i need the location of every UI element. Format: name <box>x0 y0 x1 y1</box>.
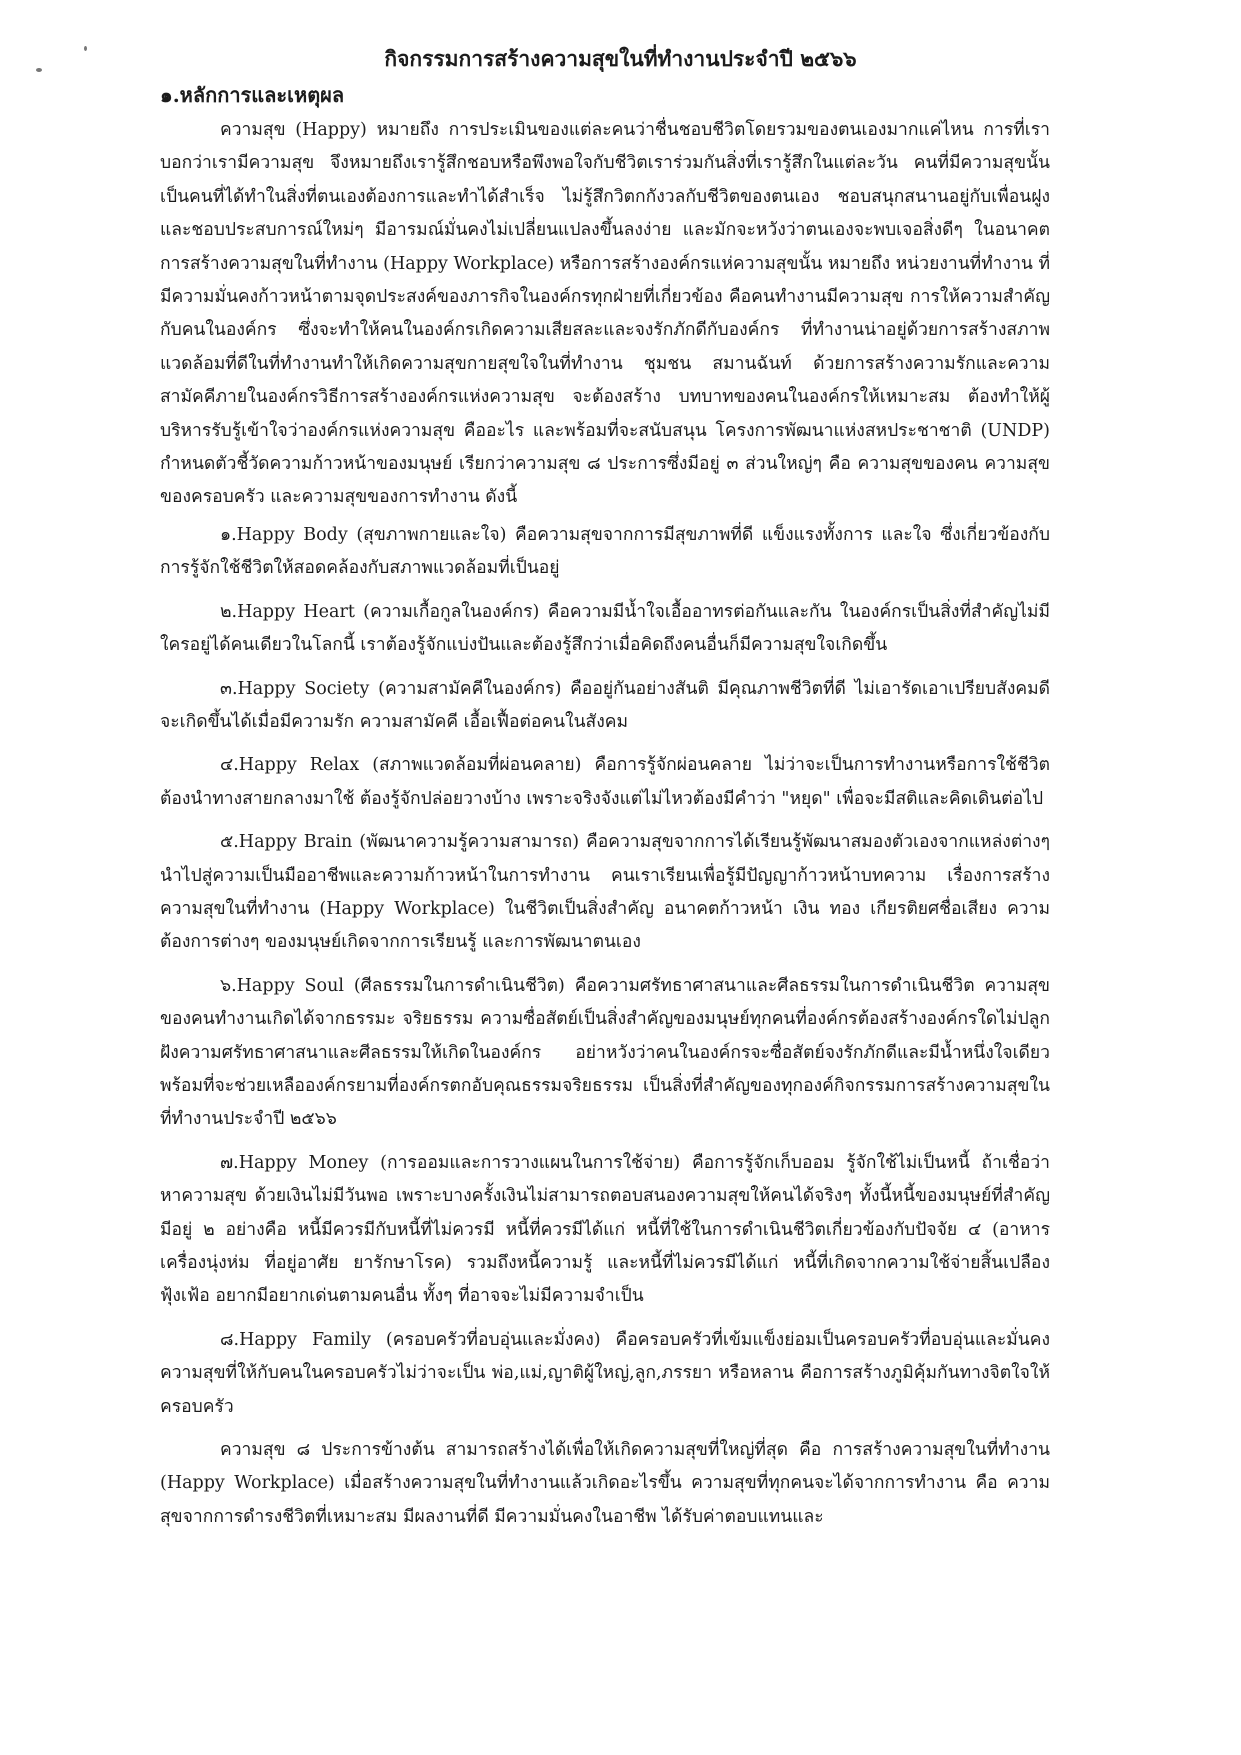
paragraph-happy-heart: ๒.Happy Heart (ความเกื้อกูลในองค์กร) คือความมีน้ำใจเอื้ออาทรต่อกันและกัน ในองค์กรเป็นสิ่งที่สำคัญไม่มีใครอยู่ได้คนเดียวในโลกนี้ เราต้องรู้จักแบ่งปันและต้องรู้สึกว่าเมื่อคิดถึงคนอื่นก็มีความสุขใจเกิดขึ้น <box>160 601 1050 656</box>
document-body <box>160 114 1050 1544</box>
document-title: กิจกรรมการสร้างความสุขในที่ทำงานประจำปี ๒๕๖๖ <box>384 46 857 71</box>
paragraph-intro: ความสุข (Happy) หมายถึง การประเมินของแต่ละคนว่าชื่นชอบชีวิตโดยรวมของตนเองมากแค่ไหน การที่เราบอกว่าเรามีความสุข จึงหมายถึงเรารู้สึกชอบหรือพึงพอใจกับชีวิตเราร่วมกันสิ่งที่เรารู้สึกในแต่ละวัน คนที่มีความสุขนั้น เป็นคนที่ได้ทำในสิ่งที่ตนเองต้องการและทำได้สำเร็จ ไม่รู้สึกวิตกกังวลกับชีวิตของตนเอง ชอบสนุกสนานอยู่กับเพื่อนฝูง และชอบประสบการณ์ใหม่ๆ มีอารมณ์มั่นคงไม่เปลี่ยนแปลงขึ้นลงง่าย และมักจะหวังว่าตนเองจะพบเจอสิ่งดีๆ ในอนาคต การสร้างความสุขในที่ทำงาน (Happy Workplace) หรือการสร้างองค์กรแห่ความสุขนั้น หมายถึง หน่วยงานที่ทำงาน ที่มีความมั่นคงก้าวหน้าตามจุดประสงค์ของภารกิจในองค์กรทุกฝ่ายที่เกี่ยวข้อง คือคนทำงานมีความสุข การให้ความสำคัญกับคนในองค์กร ซึ่งจะทำให้คนในองค์กรเกิดความเสียสละและจงรักภักดีกับองค์กร ที่ทำงานน่าอยู่ด้วยการสร้างสภาพแวดล้อมที่ดีในที่ทำงานทำให้เกิดความสุขกายสุขใจในที่ทำงาน ชุมชน สมานฉันท์ ด้วยการสร้างความรักและความสามัคคีภายในองค์กรวิธีการสร้างองค์กรแห่งความสุข จะต้องสร้าง บทบาทของคนในองค์กรให้เหมาะสม ต้องทำให้ผู้บริหารรับรู้เข้าใจว่าองค์กรแห่งความสุข คืออะไร และพร้อมที่จะสนับสนุน โครงการพัฒนาแห่งสหประชาชาติ (UNDP) กำหนดตัวชี้วัดความก้าวหน้าของมนุษย์ เรียกว่าความสุข ๘ ประการซึ่งมีอยู่ ๓ ส่วนใหญ่ๆ คือ ความสุขของคน ความสุขของครอบครัว และความสุขของการทำงาน ดังนี้ <box>160 120 1050 508</box>
paragraph-happy-soul: ๖.Happy Soul (ศีลธรรมในการดำเนินชีวิต) คือความศรัทธาศาสนาและศีลธรรมในการดำเนินชีวิต ความสุขของคนทำงานเกิดได้จากธรรมะ จริยธรรม ความซื่อสัตย์เป็นสิ่งสำคัญของมนุษย์ทุกคนที่องค์กรต้องสร้างองค์กรใดไม่ปลูกฝังความศรัทธาศาสนาและศีลธรรมให้เกิดในองค์กร อย่าหวังว่าคนในองค์กรจะซื่อสัตย์จงรักภักดีและมีน้ำหนึ่งใจเดียว พร้อมที่จะช่วยเหลือองค์กรยามที่องค์กรตกอับคุณธรรมจริยธรรม เป็นสิ่งที่สำคัญของทุกองค์กิจกรรมการสร้างความสุขในที่ทำงานประจำปี ๒๕๖๖ <box>160 975 1050 1130</box>
paragraph-happy-family: ๘.Happy Family (ครอบครัวที่อบอุ่นและมั่งคง) คือครอบครัวที่เข้มแข็งย่อมเป็นครอบครัวที่อบอุ่นและมั่นคง ความสุขที่ให้กับคนในครอบครัวไม่ว่าจะเป็น พ่อ,แม่,ญาติผู้ใหญ่,ลูก,ภรรยา หรือหลาน คือการสร้างภูมิคุ้มกันทางจิตใจให้ครอบครัว <box>160 1329 1050 1417</box>
paragraph-happy-body: ๑.Happy Body (สุขภาพกายและใจ) คือความสุขจากการมีสุขภาพที่ดี แข็งแรงทั้งการ และใจ ซึ่งเกี่ยวข้องกับการรู้จักใช้ชีวิตให้สอดคล้องกับสภาพแวดล้อมที่เป็นอยู่ <box>160 524 1050 579</box>
paragraph-happy-brain: ๕.Happy Brain (พัฒนาความรู้ความสามารถ) คือความสุขจากการได้เรียนรู้พัฒนาสมองตัวเองจากแหล่งต่างๆนำไปสู่ความเป็นมืออาชีพและความก้าวหน้าในการทำงาน คนเราเรียนเพื่อรู้มีปัญญาก้าวหน้าบทความ เรื่องการสร้างความสุขในที่ทำงาน (Happy Workplace) ในชีวิตเป็นสิ่งสำคัญ อนาคตก้าวหน้า เงิน ทอง เกียรติยศชื่อเสียง ความต้องการต่างๆ ของมนุษย์เกิดจากการเรียนรู้ และการพัฒนาตนเอง <box>160 832 1050 953</box>
paragraph-conclusion: ความสุข ๘ ประการข้างต้น สามารถสร้างได้เพื่อให้เกิดความสุขที่ใหญ่ที่สุด คือ การสร้างความสุขในที่ทำงาน (Happy Workplace) เมื่อสร้างความสุขในที่ทำงานแล้วเกิดอะไรขึ้น ความสุขที่ทุกคนจะได้จากการทำงาน คือ ความสุขจากการดำรงชีวิตที่เหมาะสม มีผลงานที่ดี มีความมั่นคงในอาชีพ ได้รับค่าตอบแทนและ <box>160 1440 1050 1527</box>
section-heading: ๑.หลักการและเหตุผล <box>160 83 345 107</box>
paragraph-happy-money: ๗.Happy Money (การออมและการวางแผนในการใช้จ่าย) คือการรู้จักเก็บออม รู้จักใช้ไม่เป็นหนี้ ถ้าเชื่อว่าหาความสุข ด้วยเงินไม่มีวันพอ เพราะบางครั้งเงินไม่สามารถตอบสนองความสุขให้คนได้จริงๆ ทั้งนี้หนี้ของมนุษย์ที่สำคัญ มีอยู่ ๒ อย่างคือ หนี้มีควรมีกับหนี้ที่ไม่ควรมี หนี้ที่ควรมีได้แก่ หนี้ที่ใช้ในการดำเนินชีวิตเกี่ยวข้องกับปัจจัย ๔ (อาหาร เครื่องนุ่งห่ม ที่อยู่อาศัย ยารักษาโรค) รวมถึงหนี้ความรู้ และหนี้ที่ไม่ควรมีได้แก่ หนี้ที่เกิดจากความใช้จ่ายสิ้นเปลือง ฟุ้งเฟ้อ อยากมีอยากเด่นตามคนอื่น ทั้งๆ ที่อาจจะไม่มีความจำเป็น <box>160 1152 1050 1307</box>
paragraph-happy-society: ๓.Happy Society (ความสามัคคีในองค์กร) คืออยู่กันอย่างสันติ มีคุณภาพชีวิตที่ดี ไม่เอารัดเอาเปรียบสังคมดีจะเกิดขึ้นได้เมื่อมีความรัก ความสามัคคี เอื้อเฟื้อต่อคนในสังคม <box>160 678 1050 732</box>
paragraph-happy-relax: ๔.Happy Relax (สภาพแวดล้อมที่ผ่อนคลาย) คือการรู้จักผ่อนคลาย ไม่ว่าจะเป็นการทำงานหรือการใช้ชีวิตต้องนำทางสายกลางมาใช้ ต้องรู้จักปล่อยวางบ้าง เพราะจริงจังแต่ไม่ไหวต้องมีคำว่า "หยุด" เพื่อจะมีสติและคิดเดินต่อไป <box>160 755 1050 809</box>
